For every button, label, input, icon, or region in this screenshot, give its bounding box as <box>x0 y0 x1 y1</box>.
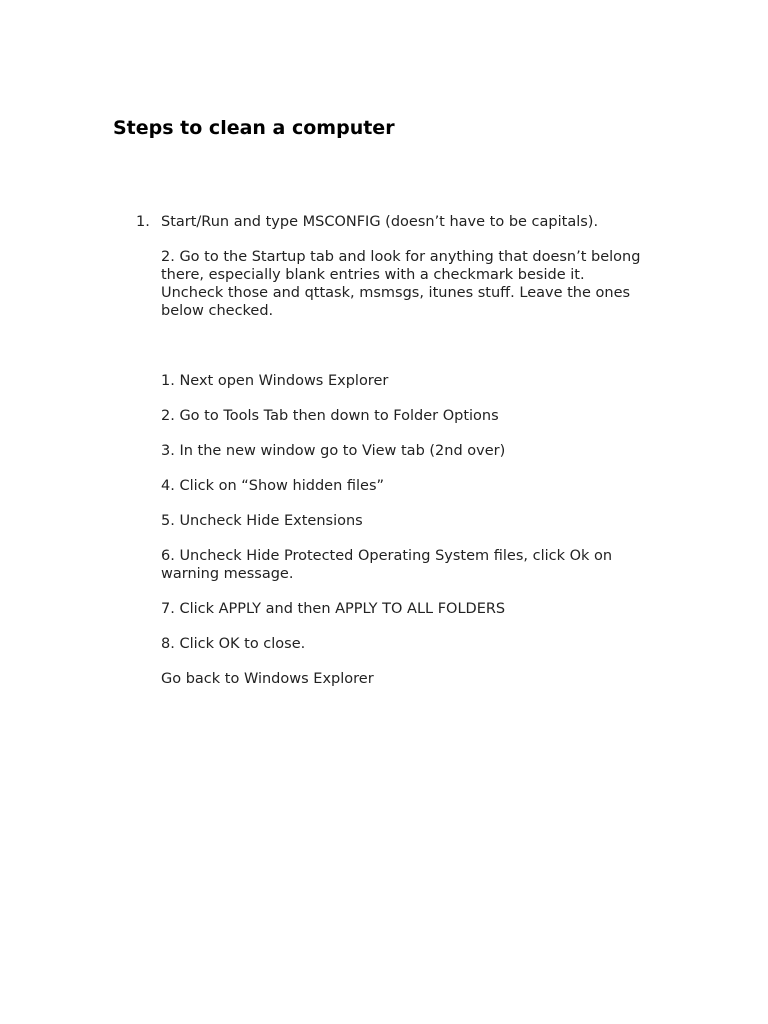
step-open-explorer: 1. Next open Windows Explorer <box>161 373 389 389</box>
step-show-hidden-files: 4. Click on “Show hidden files” <box>161 478 385 494</box>
step-folder-options: 2. Go to Tools Tab then down to Folder Options <box>161 408 499 424</box>
step-view-tab: 3. In the new window go to View tab (2nd over) <box>161 443 506 459</box>
list-item-startup-tab: 2. Go to the Startup tab and look for anything that doesn’t belong there, especially blank entries with a checkmark beside it. Uncheck those and qttask, msmsgs, itunes stuff. Leave the ones below checked. <box>161 249 641 319</box>
step-go-back-explorer: Go back to Windows Explorer <box>161 671 374 687</box>
step-click-ok: 8. Click OK to close. <box>161 636 306 652</box>
step-apply-all-folders: 7. Click APPLY and then APPLY TO ALL FOLDERS <box>161 601 506 617</box>
list-item-msconfig: Start/Run and type MSCONFIG (doesn’t have to be capitals). <box>161 214 599 230</box>
document-title: Steps to clean a computer <box>113 117 395 139</box>
step-uncheck-protected-files: 6. Uncheck Hide Protected Operating System files, click Ok on warning message. <box>161 548 613 582</box>
list-number: 1. <box>136 214 150 230</box>
step-uncheck-hide-extensions: 5. Uncheck Hide Extensions <box>161 513 363 529</box>
